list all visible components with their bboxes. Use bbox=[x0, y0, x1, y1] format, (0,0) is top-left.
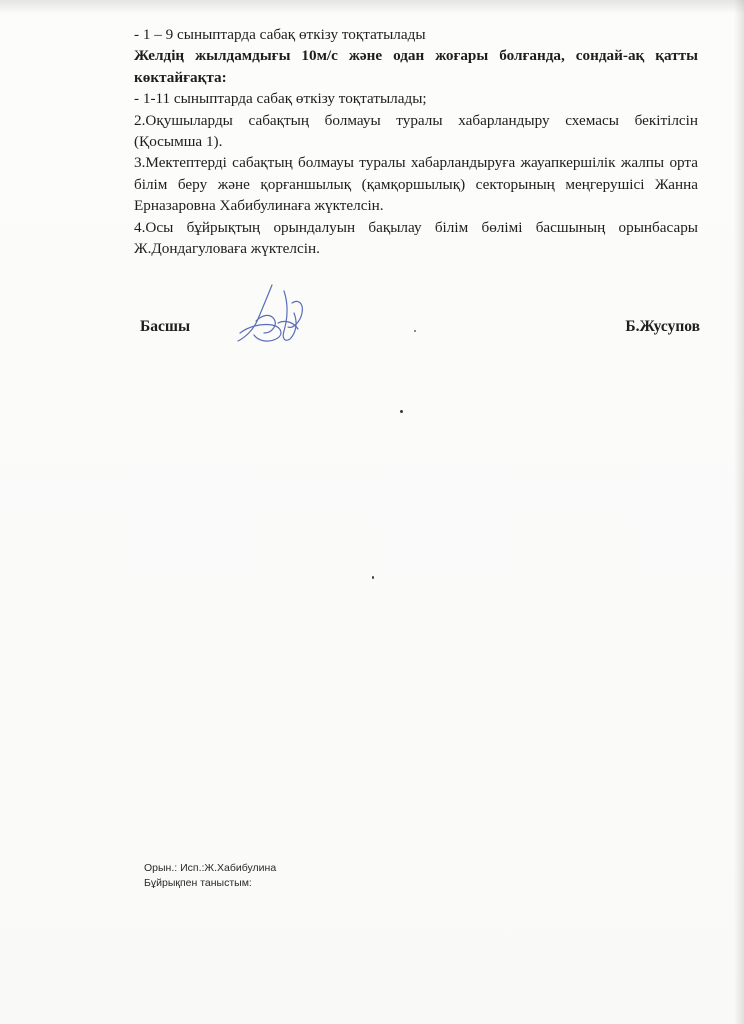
handwritten-signature bbox=[232, 283, 312, 349]
paragraph-item-3: 3.Мектептерді сабақтың болмауы туралы хабарландыруға жауапкершілік жалпы орта білім беру және қорғаншылық (қамқоршылық) секторының меңгерушісі Жанна Ерназаровна Хабибулинаға жүктелсін. bbox=[134, 154, 698, 215]
scan-edge-right bbox=[734, 0, 744, 1024]
acknowledgement-line: Бұйрықпен таныстым: bbox=[144, 877, 252, 889]
signature-row bbox=[140, 318, 700, 346]
scan-speck bbox=[372, 576, 374, 579]
signatory-title: Басшы bbox=[140, 318, 191, 335]
scan-speck bbox=[400, 410, 403, 413]
document-footer bbox=[144, 861, 276, 891]
document-body bbox=[134, 24, 698, 259]
paragraph-classes-1-11: - 1-11 сыныптарда сабақ өткізу тоқтатылады; bbox=[134, 90, 427, 108]
scan-speck bbox=[414, 330, 416, 332]
scan-edge-top bbox=[0, 0, 744, 14]
paragraph-classes-1-9: - 1 – 9 сыныптарда сабақ өткізу тоқтатылады bbox=[134, 26, 426, 43]
paragraph-item-4: 4.Осы бұйрықтың орындалуын бақылау білім бөлімі басшының орынбасары Ж.Дондагуловаға жүктелсін. bbox=[134, 218, 698, 258]
paragraph-item-2: 2.Оқушыларды сабақтың болмауы туралы хабарландыру схемасы бекітілсін (Қосымша 1). bbox=[134, 111, 698, 151]
paragraph-wind-condition: Желдің жылдамдығы 10м/с және одан жоғары болғанда, сондай-ақ қатты көктайғақта: bbox=[134, 47, 698, 86]
executor-note: Орын.: Исп.:Ж.Хабибулина bbox=[144, 862, 277, 874]
signatory-name: Б.Жусупов bbox=[625, 318, 700, 335]
